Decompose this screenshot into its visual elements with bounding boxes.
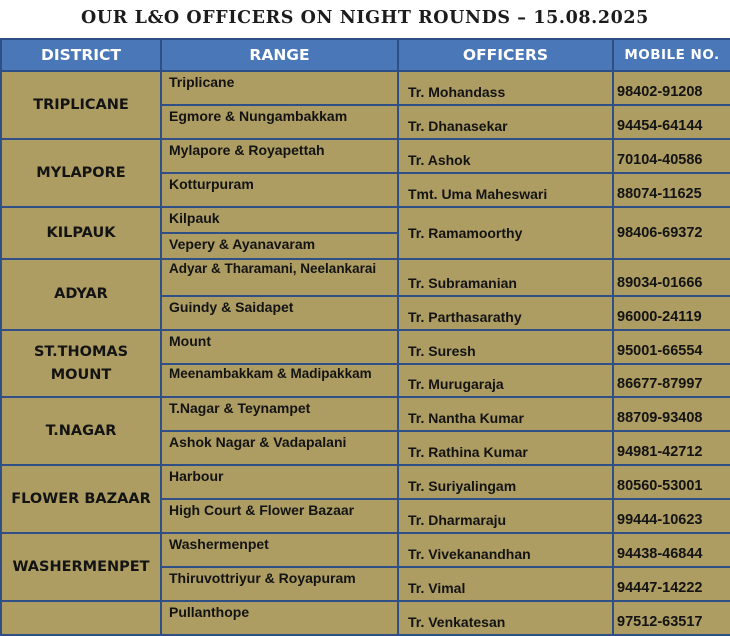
district-name-line: MOUNT — [50, 366, 112, 383]
mobile-cell: 70104-40586 — [613, 139, 730, 173]
district-name-line: ST.THOMAS — [33, 343, 129, 360]
range-cell: Ashok Nagar & Vadapalani — [161, 431, 398, 465]
officer-cell: Tr. Vivekanandhan — [398, 533, 613, 567]
district-cell — [1, 207, 161, 259]
night-rounds-table — [0, 38, 730, 636]
table-row — [1, 71, 730, 105]
header-officers: OFFICERS — [398, 39, 613, 71]
district-name: T.NAGAR — [45, 422, 117, 439]
officer-cell: Tr. Vimal — [398, 567, 613, 601]
range-cell: Washermenpet — [161, 533, 398, 567]
officer-cell: Tr. Ashok — [398, 139, 613, 173]
mobile-cell: 98406-69372 — [613, 207, 730, 259]
officer-cell: Tr. Dhanasekar — [398, 105, 613, 139]
range-cell: Pullanthope — [161, 601, 398, 635]
range-cell: Vepery & Ayanavaram — [161, 233, 398, 259]
header-range: RANGE — [161, 39, 398, 71]
officer-cell: Tr. Parthasarathy — [398, 296, 613, 330]
mobile-cell: 98402-91208 — [613, 71, 730, 105]
district-name: FLOWER BAZAAR — [11, 490, 151, 507]
officer-cell: Tr. Suresh — [398, 330, 613, 364]
district-name: KILPAUK — [46, 224, 116, 241]
district-cell — [1, 465, 161, 533]
range-cell: Mount — [161, 330, 398, 364]
header-district: DISTRICT — [1, 39, 161, 71]
table-row — [1, 259, 730, 296]
table-row — [1, 601, 730, 635]
officer-cell: Tr. Mohandass — [398, 71, 613, 105]
officer-cell: Tr. Rathina Kumar — [398, 431, 613, 465]
district-cell — [1, 71, 161, 139]
range-cell: Adyar & Tharamani, Neelankarai — [161, 259, 398, 296]
range-cell: Kotturpuram — [161, 173, 398, 207]
header-mobile: MOBILE NO. — [613, 39, 730, 71]
district-cell — [1, 330, 161, 397]
officer-cell: Tr. Subramanian — [398, 259, 613, 296]
range-cell: High Court & Flower Bazaar — [161, 499, 398, 533]
range-cell: Guindy & Saidapet — [161, 296, 398, 330]
district-name: TRIPLICANE — [33, 96, 129, 113]
district-cell — [1, 601, 161, 635]
officer-cell: Tr. Murugaraja — [398, 364, 613, 397]
table-header-row — [1, 39, 730, 71]
page-title: OUR L&O OFFICERS ON NIGHT ROUNDS – 15.08.2025 — [0, 0, 730, 38]
range-cell: Meenambakkam & Madipakkam — [161, 364, 398, 397]
district-name: MYLAPORE — [36, 164, 126, 181]
mobile-cell: 97512-63517 — [613, 601, 730, 635]
mobile-cell: 94454-64144 — [613, 105, 730, 139]
officer-cell: Tr. Dharmaraju — [398, 499, 613, 533]
range-cell: T.Nagar & Teynampet — [161, 397, 398, 431]
mobile-cell: 86677-87997 — [613, 364, 730, 397]
range-cell: Kilpauk — [161, 207, 398, 233]
range-cell: Mylapore & Royapettah — [161, 139, 398, 173]
mobile-cell: 88074-11625 — [613, 173, 730, 207]
mobile-cell: 94447-14222 — [613, 567, 730, 601]
mobile-cell: 88709-93408 — [613, 397, 730, 431]
range-cell: Egmore & Nungambakkam — [161, 105, 398, 139]
mobile-cell: 89034-01666 — [613, 259, 730, 296]
officer-cell: Tr. Venkatesan — [398, 601, 613, 635]
table-row — [1, 139, 730, 173]
range-cell: Thiruvottriyur & Royapuram — [161, 567, 398, 601]
table-row — [1, 330, 730, 364]
officer-cell: Tr. Suriyalingam — [398, 465, 613, 499]
district-name: ADYAR — [54, 286, 108, 302]
district-cell — [1, 259, 161, 330]
mobile-cell: 99444-10623 — [613, 499, 730, 533]
mobile-cell: 94438-46844 — [613, 533, 730, 567]
officer-cell: Tr. Ramamoorthy — [398, 207, 613, 259]
range-cell: Triplicane — [161, 71, 398, 105]
table-row — [1, 533, 730, 567]
table-row — [1, 207, 730, 233]
mobile-cell: 95001-66554 — [613, 330, 730, 364]
table-row — [1, 465, 730, 499]
range-cell: Harbour — [161, 465, 398, 499]
mobile-cell: 94981-42712 — [613, 431, 730, 465]
district-cell — [1, 139, 161, 207]
table-row — [1, 397, 730, 431]
officer-cell: Tr. Nantha Kumar — [398, 397, 613, 431]
mobile-cell: 80560-53001 — [613, 465, 730, 499]
district-name: WASHERMENPET — [12, 558, 150, 575]
mobile-cell: 96000-24119 — [613, 296, 730, 330]
district-cell — [1, 397, 161, 465]
officer-cell: Tmt. Uma Maheswari — [398, 173, 613, 207]
